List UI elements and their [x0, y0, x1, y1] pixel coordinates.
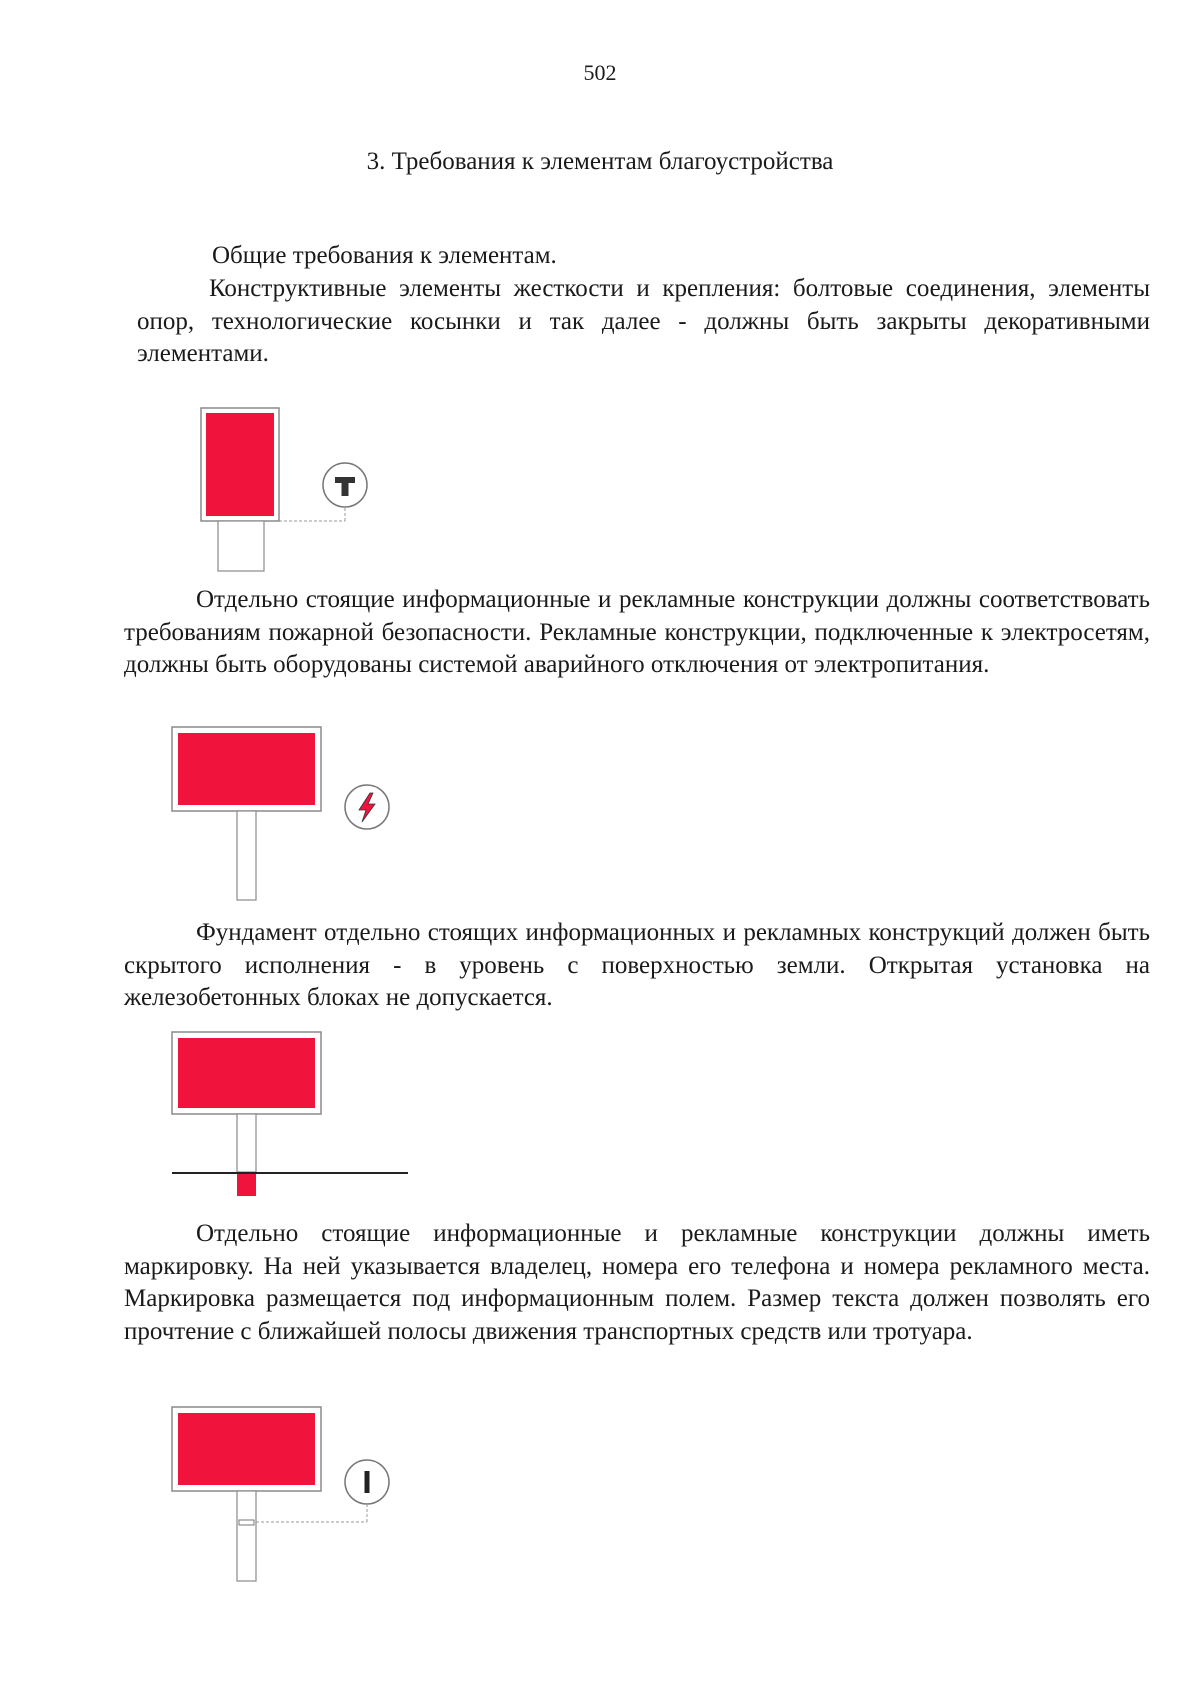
illustration-vertical-panel — [0, 405, 400, 580]
hidden-foundation — [237, 1174, 256, 1196]
section-title: 3. Требования к элементам благоустройства — [366, 148, 834, 175]
paragraph-foundation: Фундамент отдельно стоящих информационных и рекламных конструкций должен быть скрытого исполнения - в уровень с поверхностью земли. Открытая установка на железобетонных блоках не допускается. — [124, 919, 1150, 1011]
marking-icon — [345, 1460, 389, 1504]
panel-red-field — [178, 1413, 315, 1485]
intro-heading: Общие требования к элементам. — [212, 242, 557, 269]
panel-red-field — [178, 1038, 315, 1108]
illustration-marking — [0, 1400, 420, 1585]
panel-red-field — [178, 733, 315, 805]
panel-pole — [237, 1491, 256, 1581]
paragraph-marking: Отдельно стоящие информационные и рекламные конструкции должны иметь маркировку. На ней указывается владелец, номера его телефона и номера рекламного места. Маркировка размещается под информационным полем. Размер текста должен позволять его прочтение с ближайшей полосы движения транспортных средств или тротуара. — [124, 1220, 1150, 1345]
panel-base — [218, 521, 264, 571]
panel-red-field — [206, 413, 274, 516]
bolt-cover-icon — [323, 463, 367, 507]
panel-pole — [237, 811, 256, 900]
lightning-icon — [345, 785, 389, 829]
marking-plate — [239, 1520, 254, 1525]
panel-pole — [237, 1114, 256, 1172]
illustration-electric-panel — [0, 720, 420, 905]
page-number: 502 — [583, 60, 617, 85]
illustration-foundation — [0, 1030, 430, 1210]
paragraph-fire-safety: Отдельно стоящие информационные и рекламные конструкции должны соответствовать требованиям пожарной безопасности. Рекламные конструкции, подключенные к электросетям, должны быть оборудованы системой аварийного отключения от электропитания. — [124, 586, 1150, 678]
paragraph-structural-elements: Конструктивные элементы жесткости и крепления: болтовые соединения, элементы опор, технологические косынки и так далее - должны быть закрыты декоративными элементами. — [137, 275, 1150, 367]
